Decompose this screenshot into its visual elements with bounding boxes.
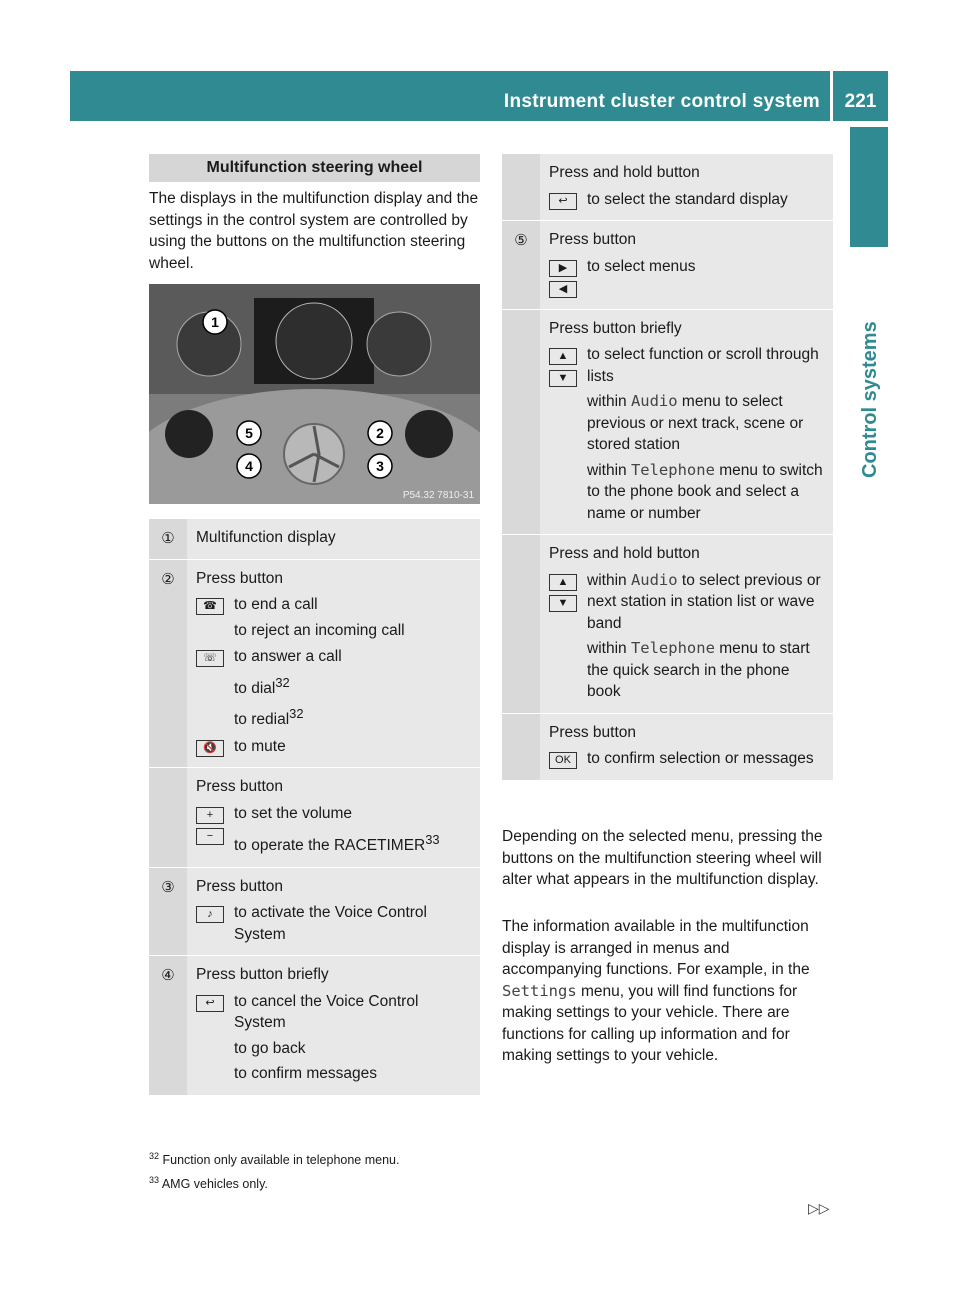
svg-text:5: 5 <box>245 425 253 441</box>
arrow-up-icon: ▲ <box>549 348 577 365</box>
minus-icon: − <box>196 828 224 845</box>
svg-text:2: 2 <box>376 425 384 441</box>
right-button-table <box>502 154 833 781</box>
mute-icon: 🔇 <box>196 740 224 757</box>
steering-wheel-illustration <box>149 284 480 504</box>
table-row: Press button + − to set the volume to operate the RACETIMER$^{33}$ <box>149 768 480 868</box>
arrow-up-icon: ▲ <box>549 574 577 591</box>
footnotes <box>149 1146 399 1194</box>
page-header <box>70 71 888 121</box>
header-title: Instrument cluster control system <box>503 91 820 112</box>
arrow-down-icon: ▼ <box>549 370 577 387</box>
svg-text:4: 4 <box>245 458 253 474</box>
ok-icon: OK <box>549 752 577 769</box>
table-row: Press and hold button ↩ to select the standard display <box>502 154 833 221</box>
left-button-table <box>149 519 480 1096</box>
table-row: Press button briefly ▲ ▼ to select function or scroll through lists within Audio menu to select previous or next track, scene or stored station within Telephone menu to switch to the phone book and select a name or number <box>502 310 833 536</box>
sidebar-label: Control systems <box>859 321 881 478</box>
footnote: $^{33}$ AMG vehicles only. <box>149 1175 268 1192</box>
steering-wheel-photo <box>149 284 480 504</box>
footnote: $^{32}$ Function only available in telephone menu. <box>149 1151 400 1168</box>
voice-control-icon: ♪ <box>196 906 224 923</box>
sidebar-tab <box>850 127 888 247</box>
continue-icon: ▷▷ <box>808 1200 830 1216</box>
arrow-down-icon: ▼ <box>549 595 577 612</box>
paragraph: The information available in the multifunction display is arranged in menus and accompanying functions. For example, in the Settings menu, you will find functions for making settings to your vehicle. There are functions for calling up information and for making settings to your vehicle. <box>502 918 810 1064</box>
answer-call-icon: ☏ <box>196 650 224 667</box>
section-title: Multifunction steering wheel <box>149 154 480 182</box>
page-number: 221 <box>844 91 877 112</box>
table-row: ⑤ Press button ▶ ◀ to select menus <box>502 221 833 310</box>
back-icon: ↩ <box>549 193 577 210</box>
table-row: ① Multifunction display <box>149 519 480 560</box>
table-row: Press and hold button ▲ ▼ within Audio to select previous or next station in station list or wave band within Telephone menu to start the quick search in the phone book <box>502 535 833 714</box>
svg-text:3: 3 <box>376 458 384 474</box>
plus-icon: + <box>196 807 224 824</box>
svg-text:P54.32 7810-31: P54.32 7810-31 <box>402 490 474 501</box>
svg-text:1: 1 <box>211 314 219 330</box>
paragraph: Depending on the selected menu, pressing the buttons on the multifunction steering wheel will alter what appears in the multifunction display. <box>502 828 823 888</box>
table-row: ④ Press button briefly ↩ to cancel the Voice Control System to go back to confirm messages <box>149 956 480 1096</box>
table-row: ③ Press button ♪ to activate the Voice Control System <box>149 868 480 957</box>
arrow-left-icon: ◀ <box>549 281 577 298</box>
back-icon: ↩ <box>196 995 224 1012</box>
table-row: Press button OK to confirm selection or messages <box>502 714 833 781</box>
table-row: ② Press button ☎ to end a call to reject an incoming call ☏ to answer a call to dial$^{32}$ to redial$^{32}$ 🔇 to mute <box>149 560 480 769</box>
left-column <box>149 154 480 274</box>
end-call-icon: ☎ <box>196 598 224 615</box>
section-intro: The displays in the multifunction display and the settings in the control system are controlled by using the buttons on the multifunction steering wheel. <box>149 190 479 272</box>
arrow-right-icon: ▶ <box>549 260 577 277</box>
